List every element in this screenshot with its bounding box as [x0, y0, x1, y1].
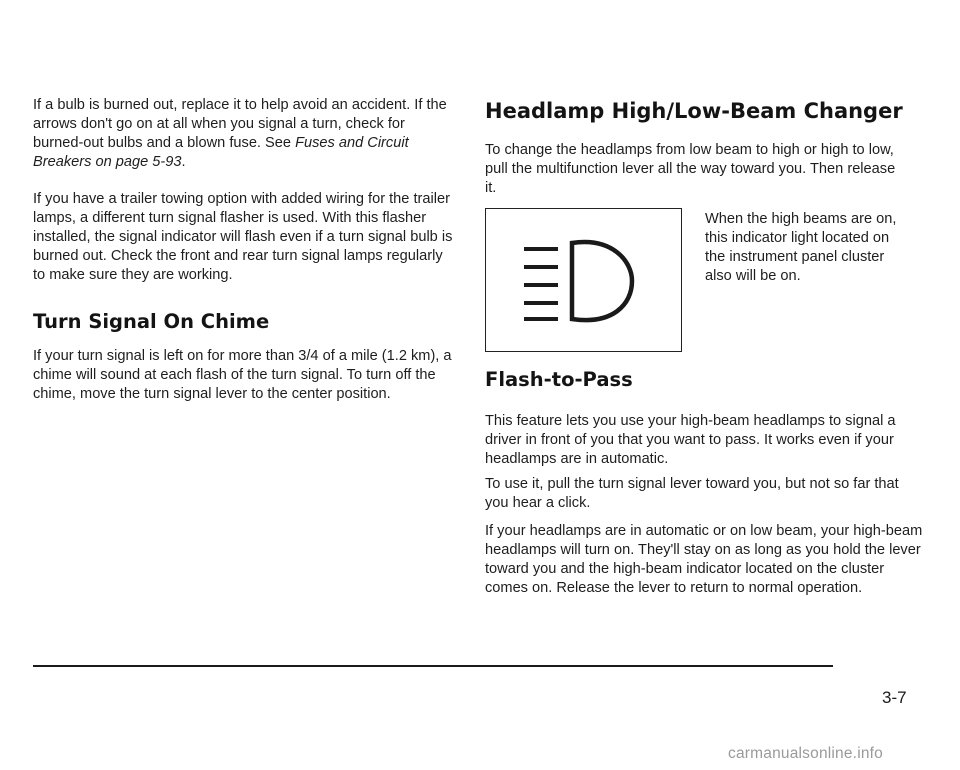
high-beam-indicator-figure — [485, 208, 682, 352]
page-number: 3-7 — [882, 688, 907, 707]
indicator-description: When the high beams are on, this indicator light located on the instrument panel cluster also will be on. — [705, 211, 897, 284]
flash-paragraph-1: This feature lets you use your high-beam headlamps to signal a driver in front of you that you want to pass. It works even if your headlamps are in automatic. — [485, 413, 896, 467]
beam-changer-paragraph: To change the headlamps from low beam to high or high to low, pull the multifunction lever all the way toward you. Then release it. — [485, 142, 896, 196]
turn-signal-chime-heading: Turn Signal On Chime — [33, 310, 270, 333]
headlamp-beam-changer-heading: Headlamp High/Low-Beam Changer — [485, 99, 903, 123]
flash-to-pass-heading: Flash-to-Pass — [485, 368, 633, 391]
flash-paragraph-3: If your headlamps are in automatic or on low beam, your high-beam headlamps will turn on. They'll stay on as long as you hold the lever toward you and the high-beam indicator located on the cluster comes on. Release the lever to return to normal operation. — [485, 523, 923, 596]
bulb-paragraph: If a bulb is burned out, replace it to help avoid an accident. If the arrows don't go on at all when you signal a turn, check for burned-out bulbs and a blown fuse. See Fuses and Circuit Breakers on page 5-93. — [33, 97, 447, 170]
trailer-paragraph: If you have a trailer towing option with added wiring for the trailer lamps, a different turn signal flasher is used. With this flasher installed, the signal indicator will flash even if a turn signal bulb is burned out. Check the front and rear turn signal lamps regularly to make sure they are working. — [33, 191, 453, 283]
flash-paragraph-2: To use it, pull the turn signal lever toward you, but not so far that you hear a click. — [485, 476, 899, 511]
footer-rule — [33, 665, 833, 667]
high-beam-indicator-icon — [486, 209, 683, 353]
fuses-reference: Fuses and Circuit Breakers on page 5-93 — [33, 135, 409, 170]
chime-paragraph: If your turn signal is left on for more than 3/4 of a mile (1.2 km), a chime will sound at each flash of the turn signal. To turn off the chime, move the turn signal lever to the center position. — [33, 348, 452, 402]
watermark-link[interactable]: carmanualsonline.info — [728, 745, 883, 762]
